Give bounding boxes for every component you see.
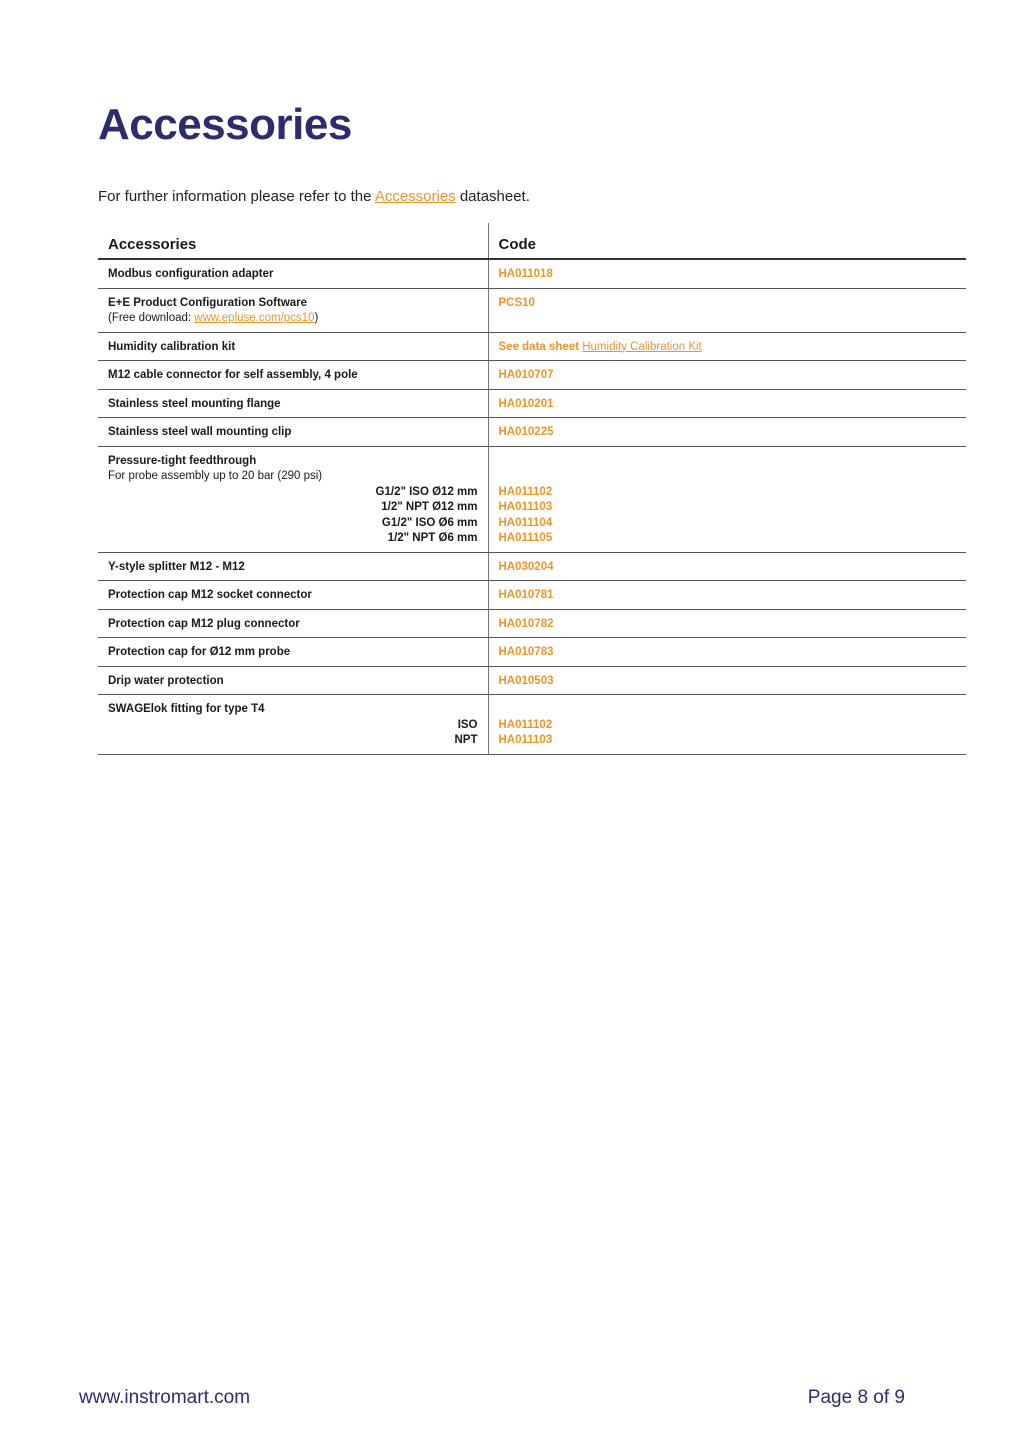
- accessory-code: HA030204: [488, 552, 966, 581]
- accessory-code-cell: [488, 332, 966, 361]
- table-row: [98, 446, 966, 552]
- table-row: [98, 638, 966, 667]
- variant-label: G1/2" ISO Ø6 mm: [381, 516, 478, 529]
- accessory-code: PCS10: [488, 288, 966, 332]
- table-header-row: [98, 223, 966, 259]
- accessory-name: Protection cap M12 socket connector: [98, 581, 488, 610]
- variant-label: 1/2" NPT Ø12 mm: [381, 501, 478, 513]
- accessory-code: HA010201: [488, 389, 966, 418]
- table-row: [98, 361, 966, 390]
- accessory-code-cell: [488, 695, 966, 755]
- table-row: [98, 581, 966, 610]
- accessory-name: Protection cap for Ø12 mm probe: [98, 638, 488, 667]
- accessory-cell: [98, 446, 488, 552]
- accessory-name: Modbus configuration adapter: [98, 259, 488, 288]
- table-row: [98, 695, 966, 755]
- intro-text-after: datasheet.: [455, 188, 530, 205]
- variant-code: HA011104: [498, 516, 553, 529]
- accessories-datasheet-link[interactable]: Accessories: [374, 188, 456, 205]
- subtext-after: ): [314, 312, 319, 324]
- accessory-name: Stainless steel mounting flange: [98, 389, 488, 418]
- variant-code: HA011102: [498, 718, 553, 731]
- variant-label: ISO: [457, 718, 478, 731]
- footer-page-number: Page 8 of 9: [807, 1387, 905, 1408]
- table-row: [98, 288, 966, 332]
- subtext-before: (Free download:: [108, 312, 195, 324]
- accessory-code: HA010225: [488, 418, 966, 447]
- variant-label: 1/2" NPT Ø6 mm: [387, 532, 478, 544]
- accessory-name: E+E Product Configuration Software: [108, 296, 308, 309]
- accessory-name: Drip water protection: [98, 666, 488, 695]
- humidity-calibration-kit-link[interactable]: Humidity Calibration Kit: [582, 340, 702, 353]
- header-accessories: Accessories: [98, 223, 488, 259]
- accessory-name: Humidity calibration kit: [98, 332, 488, 361]
- footer-website: www.instromart.com: [79, 1387, 251, 1408]
- accessories-table: [98, 223, 966, 755]
- accessory-code-cell: [488, 446, 966, 552]
- page-title: Accessories: [98, 100, 352, 149]
- accessory-subtext: For probe assembly up to 20 bar (290 psi): [108, 470, 323, 482]
- variant-code: HA011103: [498, 734, 553, 746]
- accessory-name: Stainless steel wall mounting clip: [98, 418, 488, 447]
- accessory-name: SWAGElok fitting for type T4: [108, 703, 265, 715]
- accessory-name: Pressure-tight feedthrough: [108, 454, 257, 467]
- table-row: [98, 552, 966, 581]
- variant-label: G1/2" ISO Ø12 mm: [375, 485, 478, 498]
- table-row: [98, 259, 966, 288]
- table-row: [98, 666, 966, 695]
- accessory-name: Protection cap M12 plug connector: [98, 609, 488, 638]
- accessory-name: M12 cable connector for self assembly, 4 pole: [98, 361, 488, 390]
- variant-code: HA011105: [498, 532, 553, 544]
- intro-text: [98, 188, 530, 205]
- accessory-code: HA010781: [488, 581, 966, 610]
- header-code: Code: [488, 223, 966, 259]
- table-row: [98, 418, 966, 447]
- accessory-name: Y-style splitter M12 - M12: [98, 552, 488, 581]
- accessory-cell: [98, 695, 488, 755]
- code-prefix: See data sheet: [498, 340, 583, 353]
- variant-label: NPT: [454, 734, 478, 746]
- variant-code: HA011103: [498, 501, 553, 513]
- table-row: [98, 609, 966, 638]
- pcs10-download-link[interactable]: www.epluse.com/pcs10: [194, 312, 315, 324]
- accessory-code: HA010503: [488, 666, 966, 695]
- intro-text-before: For further information please refer to the: [98, 188, 375, 205]
- accessory-code: HA010783: [488, 638, 966, 667]
- accessory-code: HA010782: [488, 609, 966, 638]
- accessory-subtext: [108, 311, 478, 327]
- table-row: [98, 389, 966, 418]
- accessory-cell: [98, 288, 488, 332]
- accessory-code: HA011018: [488, 259, 966, 288]
- accessory-code: HA010707: [488, 361, 966, 390]
- variant-code: HA011102: [498, 485, 553, 498]
- table-row: [98, 332, 966, 361]
